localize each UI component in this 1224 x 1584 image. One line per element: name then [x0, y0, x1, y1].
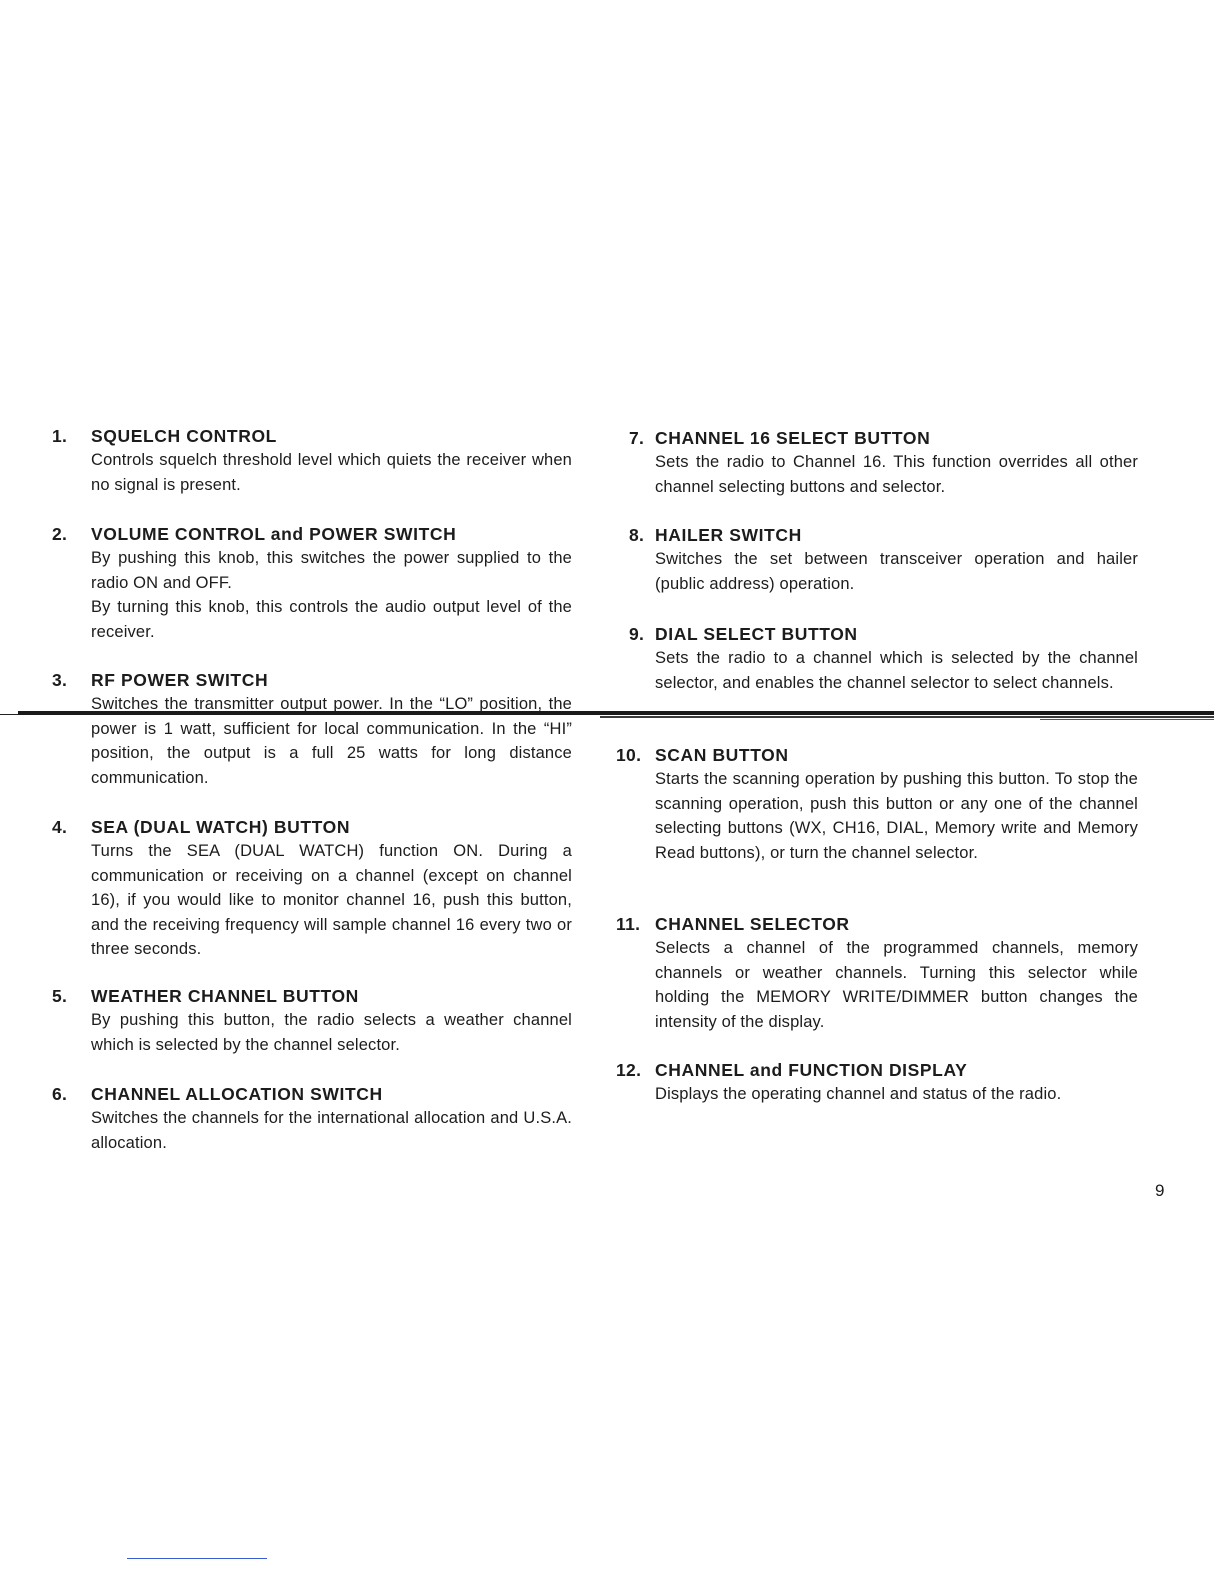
item-description [91, 1106, 572, 1155]
item-number: 12. [616, 1060, 642, 1080]
item-number: 10. [616, 745, 642, 765]
item-title: CHANNEL SELECTOR [655, 914, 850, 934]
item-paragraph: Switches the transmitter output power. In the “LO” position, the power is 1 watt, sufficient for local communication. In the “HI” position, the output is a full 25 watts for long distance communication. [91, 695, 572, 787]
item-paragraph: Controls squelch threshold level which quiets the receiver when no signal is present. [91, 451, 572, 494]
item-paragraph: Switches the channels for the international allocation and U.S.A. allocation. [91, 1109, 572, 1152]
item-title: HAILER SWITCH [655, 525, 802, 545]
item-title: RF POWER SWITCH [91, 670, 269, 690]
item-paragraph: Switches the set between transceiver operation and hailer (public address) operation. [655, 550, 1138, 593]
item-number: 7. [629, 428, 645, 448]
item-number: 8. [629, 525, 645, 545]
item-paragraph: Sets the radio to a channel which is selected by the channel selector, and enables the channel selector to select channels. [655, 649, 1138, 692]
item-paragraph: Turns the SEA (DUAL WATCH) function ON. During a communication or receiving on a channel (except on channel 16), if you would like to monitor channel 16, push this button, and the receiving frequency will sample channel 16 every two or three seconds. [91, 842, 572, 958]
item-paragraph: Displays the operating channel and status of the radio. [655, 1085, 1062, 1103]
item-description [91, 839, 572, 962]
item-number: 5. [52, 986, 68, 1006]
item-description [655, 547, 1138, 596]
item-title: DIAL SELECT BUTTON [655, 624, 858, 644]
item-description [655, 1082, 1138, 1107]
item-title: VOLUME CONTROL and POWER SWITCH [91, 524, 457, 544]
item-paragraph: Starts the scanning operation by pushing this button. To stop the scanning operation, push this button or any one of the channel selecting buttons (WX, CH16, DIAL, Memory write and Memory Read buttons), or turn the channel selector. [655, 770, 1138, 862]
item-description [91, 448, 572, 497]
item-description [91, 1008, 572, 1057]
item-title: WEATHER CHANNEL BUTTON [91, 986, 359, 1006]
item-title: SCAN BUTTON [655, 745, 789, 765]
item-number: 2. [52, 524, 68, 544]
item-paragraph: By pushing this button, the radio selects a weather channel which is selected by the channel selector. [91, 1011, 572, 1054]
item-description [655, 767, 1138, 865]
item-title: CHANNEL and FUNCTION DISPLAY [655, 1060, 968, 1080]
item-title: SQUELCH CONTROL [91, 426, 277, 446]
item-description [655, 936, 1138, 1034]
page-number: 9 [1155, 1181, 1165, 1200]
bottom-rule [127, 1558, 267, 1559]
item-title: CHANNEL 16 SELECT BUTTON [655, 428, 931, 448]
item-description [91, 692, 572, 790]
item-number: 1. [52, 426, 68, 446]
item-paragraph: Sets the radio to Channel 16. This function overrides all other channel selecting buttons and selector. [655, 453, 1138, 496]
item-title: CHANNEL ALLOCATION SWITCH [91, 1084, 383, 1104]
item-paragraph: By pushing this knob, this switches the power supplied to the radio ON and OFF. [91, 549, 572, 592]
item-description [655, 646, 1138, 695]
item-number: 11. [616, 914, 641, 934]
item-paragraph: Selects a channel of the programmed channels, memory channels or weather channels. Turning this selector while holding the MEMORY WRITE/DIMMER button changes the intensity of the display. [655, 939, 1138, 1031]
item-number: 4. [52, 817, 68, 837]
item-number: 3. [52, 670, 68, 690]
item-description [91, 546, 572, 644]
header-rule-underline-end [1040, 719, 1214, 720]
item-description [655, 450, 1138, 499]
item-title: SEA (DUAL WATCH) BUTTON [91, 817, 351, 837]
item-number: 6. [52, 1084, 68, 1104]
item-number: 9. [629, 624, 645, 644]
item-paragraph: By turning this knob, this controls the audio output level of the receiver. [91, 598, 572, 641]
header-rule-underline [600, 716, 1214, 718]
header-rule-left-tick [0, 714, 20, 715]
